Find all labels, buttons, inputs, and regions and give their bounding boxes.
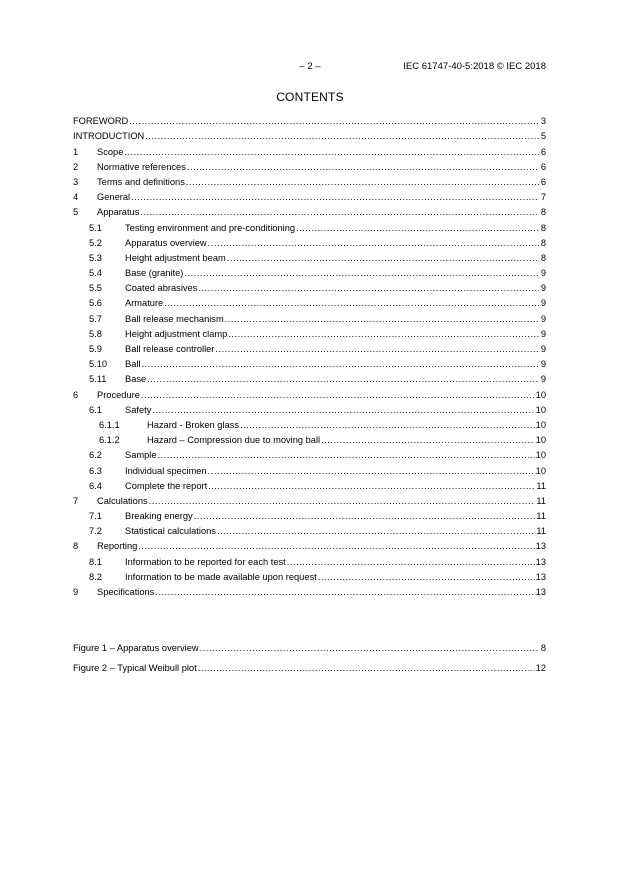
toc-entry-page: 9 <box>540 283 546 294</box>
toc-entry-page: 10 <box>535 404 546 415</box>
dot-leader <box>208 237 539 249</box>
dot-leader <box>147 373 539 385</box>
toc-entry-number: 7 <box>73 495 79 506</box>
toc-entry-number: 6.1.2 <box>99 435 120 446</box>
toc-entry-number: 5.3 <box>89 252 102 263</box>
dot-leader <box>227 252 539 264</box>
dot-leader <box>141 389 535 401</box>
toc-entry-title: Procedure <box>97 389 140 400</box>
toc-entry-title: Armature <box>125 298 164 309</box>
toc-entry-page: 13 <box>535 587 546 597</box>
table-of-contents <box>73 112 546 598</box>
toc-entry-8-2[interactable] <box>73 568 546 583</box>
toc-entry-page: 8 <box>540 222 546 233</box>
toc-entry-2[interactable] <box>73 158 546 173</box>
toc-entry-title: Ball release mechanism <box>125 313 224 324</box>
dot-leader <box>155 586 534 598</box>
toc-entry-page: 6 <box>540 176 546 187</box>
toc-entry-number: 8.1 <box>89 556 102 567</box>
toc-entry-number: 5.10 <box>89 359 108 370</box>
toc-entry-8[interactable] <box>73 537 546 552</box>
figure-entry-1[interactable] <box>73 633 546 654</box>
dot-leader <box>208 480 535 492</box>
toc-entry-5-9[interactable] <box>73 340 546 355</box>
toc-entry-number: 5.1 <box>89 222 102 233</box>
toc-entry-page: 8 <box>540 237 546 248</box>
toc-entry-number: 5.8 <box>89 328 102 339</box>
toc-entry-title: Scope <box>97 146 124 157</box>
toc-entry-page: 6 <box>540 161 546 172</box>
toc-entry-7-1[interactable] <box>73 507 546 522</box>
dot-leader <box>138 540 534 552</box>
figure-entry-2[interactable] <box>73 654 546 675</box>
toc-entry-title: INTRODUCTION <box>73 131 145 142</box>
dot-leader <box>158 449 535 461</box>
toc-entry-page: 8 <box>540 207 546 218</box>
toc-entry-title: Apparatus overview <box>125 237 207 248</box>
toc-entry-title: Hazard – Compression due to moving ball <box>147 435 321 446</box>
toc-entry-title: Hazard - Broken glass <box>147 419 239 430</box>
contents-title: CONTENTS <box>276 90 344 104</box>
toc-entry-title: Height adjustment beam <box>125 252 226 263</box>
toc-entry-number: 1 <box>73 146 79 157</box>
toc-entry-page: 9 <box>540 374 546 385</box>
dot-leader <box>200 642 539 654</box>
toc-entry-page: 10 <box>535 435 546 446</box>
toc-entry-6-1-2[interactable] <box>73 431 546 446</box>
toc-entry-number: 5.6 <box>89 298 102 309</box>
toc-entry-page: 9 <box>540 268 546 279</box>
dot-leader <box>194 510 536 522</box>
toc-entry-title: Base (granite) <box>125 268 184 279</box>
toc-entry-page: 10 <box>535 419 546 430</box>
toc-entry-5-1[interactable] <box>73 218 546 233</box>
toc-entry-5-4[interactable] <box>73 264 546 279</box>
toc-entry-6-2[interactable] <box>73 446 546 461</box>
toc-entry-page: 13 <box>535 541 546 552</box>
toc-entry-number: 6.1.1 <box>99 419 120 430</box>
dot-leader <box>152 404 534 416</box>
toc-entry-title: Coated abrasives <box>125 283 198 294</box>
toc-entry-6-1-1[interactable] <box>73 416 546 431</box>
dot-leader <box>124 146 539 158</box>
toc-entry-number: 2 <box>73 161 79 172</box>
toc-entry-title: FOREWORD <box>73 116 129 127</box>
toc-entry-number: 5.4 <box>89 268 102 279</box>
dot-leader <box>228 328 539 340</box>
page-number: – 2 – <box>299 61 321 72</box>
toc-entry-page: 5 <box>540 131 546 142</box>
dot-leader <box>198 282 539 294</box>
toc-entry-number: 6.2 <box>89 450 102 461</box>
dot-leader <box>184 267 539 279</box>
toc-entry-page: 11 <box>536 480 546 491</box>
toc-entry-page: 11 <box>536 526 546 537</box>
toc-entry-number: 5 <box>73 207 79 218</box>
toc-entry-number: 3 <box>73 176 79 187</box>
toc-entry-9[interactable] <box>73 583 546 598</box>
toc-entry-title: Statistical calculations <box>125 526 216 537</box>
toc-entry-number: 4 <box>73 192 79 203</box>
dot-leader <box>287 556 535 568</box>
list-of-figures <box>73 633 546 674</box>
toc-entry-title: Calculations <box>97 495 148 506</box>
toc-entry-title: Ball <box>125 359 141 370</box>
toc-entry-number: 7.1 <box>89 511 102 522</box>
toc-entry-page: 11 <box>536 495 546 506</box>
toc-entry-number: 5.9 <box>89 344 102 354</box>
toc-entry-5-5[interactable] <box>73 279 546 294</box>
toc-entry-page: 10 <box>535 389 546 400</box>
toc-entry-title: Individual specimen <box>125 465 207 476</box>
toc-entry-7[interactable] <box>73 492 546 507</box>
toc-entry-title: Base <box>125 374 147 385</box>
toc-entry-title: Reporting <box>97 541 138 552</box>
toc-entry-8-1[interactable] <box>73 552 546 567</box>
toc-entry-page: 13 <box>535 571 546 582</box>
toc-entry-page: 7 <box>540 192 546 203</box>
toc-entry-title: Normative references <box>97 161 186 172</box>
dot-leader <box>149 495 536 507</box>
dot-leader <box>240 419 535 431</box>
document-identifier: IEC 61747-40-5:2018 © IEC 2018 <box>403 61 546 72</box>
toc-entry-5-10[interactable] <box>73 355 546 370</box>
toc-entry-5-7[interactable] <box>73 309 546 324</box>
dot-leader <box>145 130 539 142</box>
toc-entry-number: 6 <box>73 389 79 400</box>
dot-leader <box>164 297 539 309</box>
dot-leader <box>129 115 539 127</box>
dot-leader <box>225 313 539 325</box>
toc-entry-title: General <box>97 192 131 203</box>
toc-entry-title: Height adjustment clamp <box>125 328 228 339</box>
page-header <box>0 60 620 74</box>
figure-entry-page: 12 <box>535 663 546 673</box>
toc-entry-page: 10 <box>535 465 546 476</box>
toc-entry-5-11[interactable] <box>73 370 546 385</box>
toc-entry-6[interactable] <box>73 385 546 400</box>
figure-entry-title: Figure 2 – Typical Weibull plot <box>73 663 197 673</box>
toc-entry-number: 5.11 <box>89 374 107 385</box>
toc-entry-page: 11 <box>536 511 546 522</box>
figure-entry-title: Figure 1 – Apparatus overview <box>73 642 199 653</box>
dot-leader <box>131 191 539 203</box>
toc-entry-page: 9 <box>540 328 546 339</box>
figure-entry-page: 8 <box>540 642 546 653</box>
toc-entry-5[interactable] <box>73 203 546 218</box>
dot-leader <box>296 222 539 234</box>
toc-entry-title: Information to be made available upon request <box>125 571 317 582</box>
toc-entry-page: 10 <box>535 450 546 461</box>
dot-leader <box>208 465 535 477</box>
toc-entry-7-2[interactable] <box>73 522 546 537</box>
toc-entry-page: 3 <box>540 116 546 127</box>
toc-entry-title: Terms and definitions <box>97 176 185 187</box>
toc-entry-number: 8 <box>73 541 79 552</box>
toc-entry-number: 5.5 <box>89 283 102 294</box>
toc-entry-title: Safety <box>125 404 152 415</box>
toc-entry-5-3[interactable] <box>73 249 546 264</box>
dot-leader <box>186 176 539 188</box>
toc-entry-4[interactable] <box>73 188 546 203</box>
toc-entry-title: Testing environment and pre-conditioning <box>125 222 296 233</box>
toc-entry-3[interactable] <box>73 173 546 188</box>
toc-entry-5-8[interactable] <box>73 325 546 340</box>
toc-entry-title: Apparatus <box>97 207 140 218</box>
toc-entry-1[interactable] <box>73 142 546 157</box>
toc-entry-number: 5.7 <box>89 313 102 324</box>
toc-entry-introduction[interactable] <box>73 127 546 142</box>
toc-entry-page: 13 <box>535 556 546 567</box>
toc-entry-foreword[interactable] <box>73 112 546 127</box>
dot-leader <box>187 161 539 173</box>
toc-entry-5-6[interactable] <box>73 294 546 309</box>
toc-entry-title: Sample <box>125 450 157 461</box>
toc-entry-title: Information to be reported for each test <box>125 556 286 567</box>
dot-leader <box>198 662 535 674</box>
toc-entry-number: 8.2 <box>89 571 102 582</box>
toc-entry-title: Ball release controller <box>125 344 215 354</box>
toc-entry-title: Specifications <box>97 587 155 597</box>
toc-entry-title: Complete the report <box>125 480 208 491</box>
toc-entry-number: 7.2 <box>89 526 102 537</box>
toc-entry-5-2[interactable] <box>73 234 546 249</box>
dot-leader <box>142 358 539 370</box>
toc-entry-number: 6.3 <box>89 465 102 476</box>
toc-entry-page: 9 <box>540 313 546 324</box>
toc-entry-6-3[interactable] <box>73 461 546 476</box>
dot-leader <box>140 206 539 218</box>
toc-entry-title: Breaking energy <box>125 511 193 522</box>
toc-entry-6-4[interactable] <box>73 477 546 492</box>
toc-entry-number: 6.1 <box>89 404 102 415</box>
toc-entry-page: 9 <box>540 344 546 354</box>
toc-entry-number: 6.4 <box>89 480 102 491</box>
toc-entry-number: 5.2 <box>89 237 102 248</box>
toc-entry-page: 8 <box>540 252 546 263</box>
dot-leader <box>217 525 535 537</box>
dot-leader <box>318 571 535 583</box>
toc-entry-page: 9 <box>540 298 546 309</box>
dot-leader <box>321 434 535 446</box>
toc-entry-number: 9 <box>73 587 79 597</box>
toc-entry-page: 9 <box>540 359 546 370</box>
toc-entry-page: 6 <box>540 146 546 157</box>
toc-entry-6-1[interactable] <box>73 401 546 416</box>
dot-leader <box>215 343 539 355</box>
